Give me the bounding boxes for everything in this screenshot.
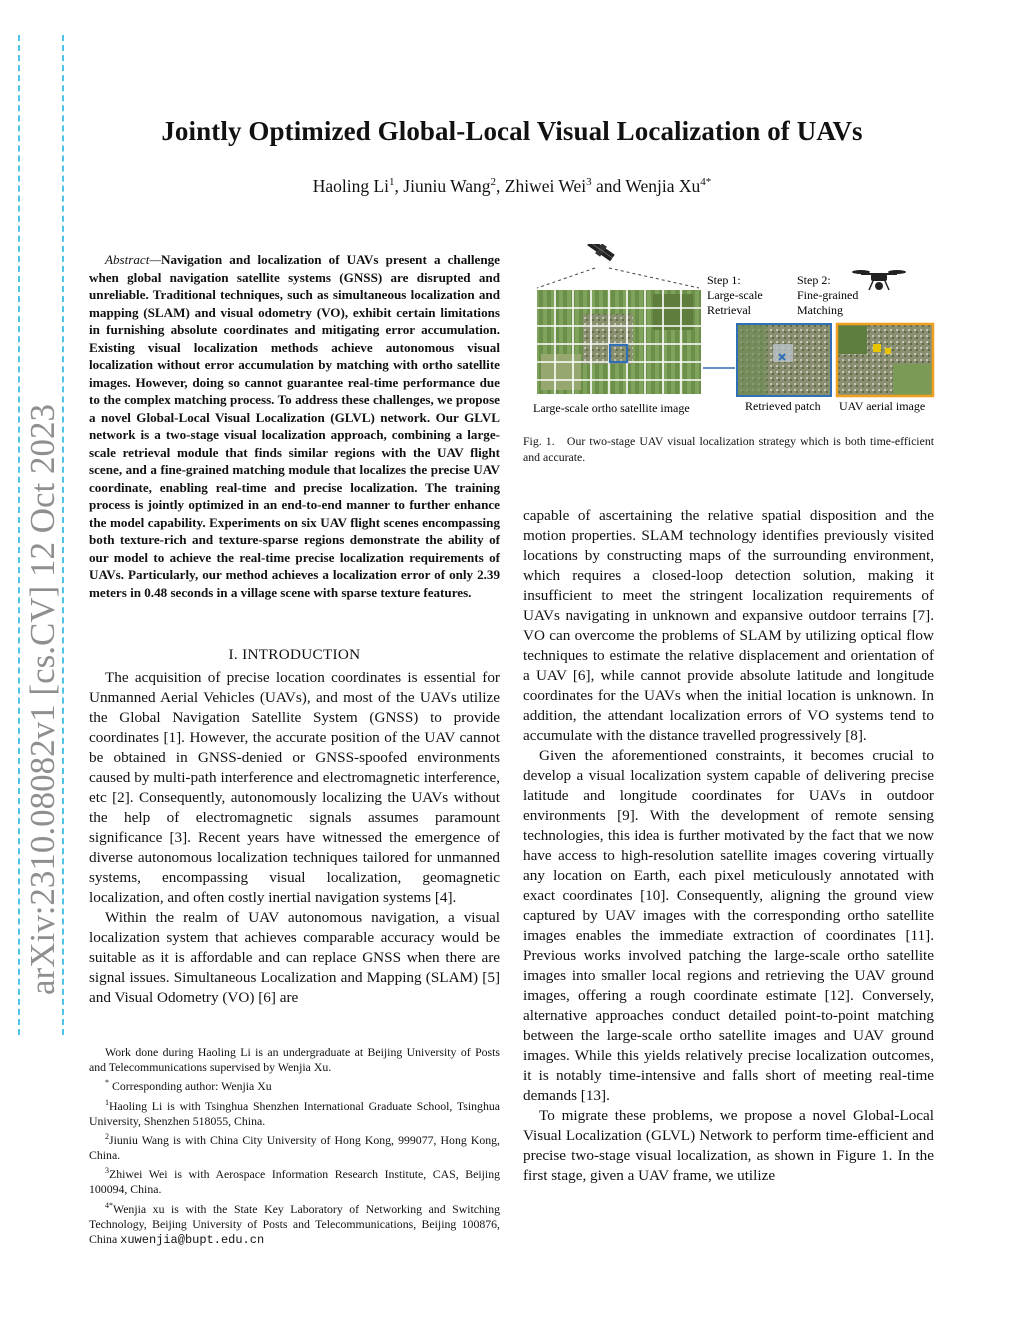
footnote: $^{4*}$Wenjia xu is with the State Key Laboratory of Networking and Switching Technology, Beijing University of Posts and Telecommunications, Beijing 100876, China xuwenjia@bupt.edu.cn	[89, 1200, 500, 1247]
right-column-body	[523, 506, 934, 1186]
arxiv-identifier: arXiv:2310.08082v1 [cs.CV] 12 Oct 2023	[18, 35, 64, 1035]
paragraph: To migrate these problems, we propose a novel Global-Local Visual Localization (GLVL) Network to perform time-efficient and precise two-stage visual localization, as shown in Figure 1. In the first stage, given a UAV frame, we utilize	[523, 1107, 934, 1184]
footnote: Work done during Haoling Li is an undergraduate at Beijing University of Posts and Telecommunications supervised by Wenjia Xu.	[89, 1045, 500, 1075]
email-address: xuwenjia@bupt.edu.cn	[120, 1232, 265, 1247]
abstract-text: Navigation and localization of UAVs present a challenge when global navigation satellite systems (GNSS) are disrupted and unreliable. Traditional techniques, such as simultaneous localization and mapping (SLAM) and visual odometry (VO), exhibit certain limitations in furnishing absolute coordinates and mitigating error accumulation. Existing visual localization methods achieve autonomous visual localization without error accumulation by matching with ortho satellite images. However, doing so cannot guarantee real-time performance due to the complex matching process. To address these challenges, we propose a novel Global-Local Visual Localization (GLVL) network. Our GLVL network is a two-stage visual localization approach, combining a large-scale retrieval module that finds similar regions with the UAV flight scene, and a fine-grained matching module that localizes the precise UAV coordinate, enabling real-time and precise localization. The training process is jointly optimized in an end-to-end manner to further enhance the model capability. Experiments on six UAV flight scenes encompassing both texture-rich and texture-sparse regions demonstrate the ability of our model to achieve the real-time precise localization requirements of UAVs. Particularly, our method achieves a localization error of only 2.39 meters in 0.48 seconds in a village scene with sparse texture features.	[89, 252, 500, 600]
footnote: $^2$Jiuniu Wang is with China City University of Hong Kong, 999077, Hong Kong, China.	[89, 1131, 500, 1162]
figure-1	[523, 244, 938, 422]
paragraph: capable of ascertaining the relative spatial disposition and the motion properties. SLAM technology identifies previously visited locations by constructing maps of the surrounding environment, which requires a closed-loop detection solution, making it insufficient to meet the stringent localization requirements of UAVs navigating in unknown and expansive outdoor terrains [7]. VO can overcome the problems of SLAM by utilizing optical flow techniques to estimate the relative displacement and orientation of a UAV [6], while cannot provide absolute latitude and longitude coordinates for the UAVs when the initial location is unknown. In addition, the attendant localization errors of VO systems tend to accumulate with the distance travelled progressively [8].	[523, 507, 934, 744]
paragraph: Given the aforementioned constraints, it becomes crucial to develop a visual localization system capable of delivering precise latitude and longitude coordinates for UAVs in outdoor environments [9]. With the development of remote sensing technologies, this idea is further motivated by the fact that we now have access to high-resolution satellite images covering virtually any location on Earth, each pixel meticulously annotated with exact coordinates [10]. Consequently, aligning the ground view captured by UAV images with the corresponding ortho satellite images enables the immediate extraction of coordinates [11]. Previous works involved patching the large-scale ortho satellite images into smaller local regions and retrieving the UAV ground images, offering a rough coordinate estimate [12]. Conversely, alternative approaches conduct detailed point-to-point matching between the large-scale ortho satellite images and UAV ground images. While this yields relatively precise localization outcomes, it is notably time-intensive and falls short of meeting real-time demands [13].	[523, 747, 934, 1104]
introduction-body	[89, 668, 500, 1008]
satellite-image-grid	[537, 290, 701, 394]
step1-line: Step 1:	[707, 273, 741, 287]
footnote: $^1$Haoling Li is with Tsinghua Shenzhen International Graduate School, Tsinghua University, Shenzhen 518055, China.	[89, 1097, 500, 1128]
figure-caption	[523, 434, 934, 465]
abstract: Abstract—Navigation and localization of UAVs present a challenge when global navigation satellite systems (GNSS) are disrupted and unreliable. Traditional techniques, such as simultaneous localization and mapping (SLAM) and visual odometry (VO), exhibit certain limitations in furnishing absolute coordinates and mitigating error accumulation. Existing visual localization methods achieve autonomous visual localization without error accumulation by matching with ortho satellite images. However, doing so cannot guarantee real-time performance due to the complex matching process. To address these challenges, we propose a novel Global-Local Visual Localization (GLVL) network. Our GLVL network is a two-stage visual localization approach, combining a large-scale retrieval module that finds similar regions with the UAV flight scene, and a fine-grained matching module that localizes the precise UAV coordinate, enabling real-time and precise localization. The training process is jointly optimized in an end-to-end manner to further enhance the model capability. Experiments on six UAV flight scenes encompassing both texture-rich and texture-sparse regions demonstrate the ability of our model to achieve the real-time precise localization requirements of UAVs. Particularly, our method achieves a localization error of only 2.39 meters in 0.48 seconds in a village scene with sparse texture features.	[89, 252, 500, 600]
satellite-icon	[586, 244, 616, 263]
footnote: * Corresponding author: Wenjia Xu	[105, 1078, 272, 1094]
paper-title: Jointly Optimized Global-Local Visual Localization of UAVs	[161, 116, 863, 146]
step2-line: Fine-grained	[797, 288, 859, 302]
section-heading-introduction: I. INTRODUCTION	[228, 646, 361, 663]
footnote: $^3$Zhiwei Wei is with Aerospace Information Research Institute, CAS, Beijing 100094, China.	[89, 1166, 500, 1197]
author: Haoling Li$^1$,	[312, 176, 404, 196]
caption-label: Fig. 1.	[523, 434, 555, 448]
label-retrieved: Retrieved patch	[745, 399, 821, 413]
label-satellite: Large-scale ortho satellite image	[533, 401, 690, 415]
step1-line: Retrieval	[707, 303, 751, 317]
label-uav: UAV aerial image	[839, 399, 926, 413]
author: Zhiwei Wei$^3$ and	[504, 176, 626, 196]
step2-line: Matching	[797, 303, 843, 317]
abstract-label: Abstract	[105, 252, 150, 267]
author: Wenjia $Xu^{4*}$	[625, 176, 712, 196]
drone-icon	[852, 270, 906, 290]
retrieved-patch-image	[737, 324, 831, 396]
paragraph: Within the realm of UAV autonomous navigation, a visual localization system that achieves comparable accuracy would be suitable as it is affordable and can replace GNSS when there are signal issues. Simultaneous Localization and Mapping (SLAM) [5] and Visual Odometry (VO) [6] are	[89, 909, 500, 1006]
step1-line: Large-scale	[707, 288, 763, 302]
paragraph: The acquisition of precise location coordinates is essential for Unmanned Aerial Vehicles (UAVs), and most of the UAVs utilize the Global Navigation Satellite System (GNSS) to provide coordinates [1]. However, the accurate position of the UAV cannot be obtained in GNSS-denied or GNSS-spoofed environments caused by multi-path interference and electromagnetic interference, etc [2]. Consequently, autonomously localizing the UAVs without the help of electromagnetic signals assumes paramount significance [3]. Recent years have witnessed the emergence of diverse autonomous localization techniques tailored for unmanned systems, encompassing visual localization, geomagnetic localization, and often costly inertial navigation systems [4].	[89, 669, 500, 906]
footnotes	[89, 1045, 500, 1248]
step2-line: Step 2:	[797, 273, 831, 287]
author-list	[100, 176, 924, 197]
uav-aerial-image	[837, 324, 933, 396]
caption-text: Our two-stage UAV visual localization strategy which is both time-efficient and accurate.	[523, 434, 934, 464]
author: Jiuniu Wang$^2$,	[403, 176, 505, 196]
figure-1-graphic	[523, 244, 938, 422]
